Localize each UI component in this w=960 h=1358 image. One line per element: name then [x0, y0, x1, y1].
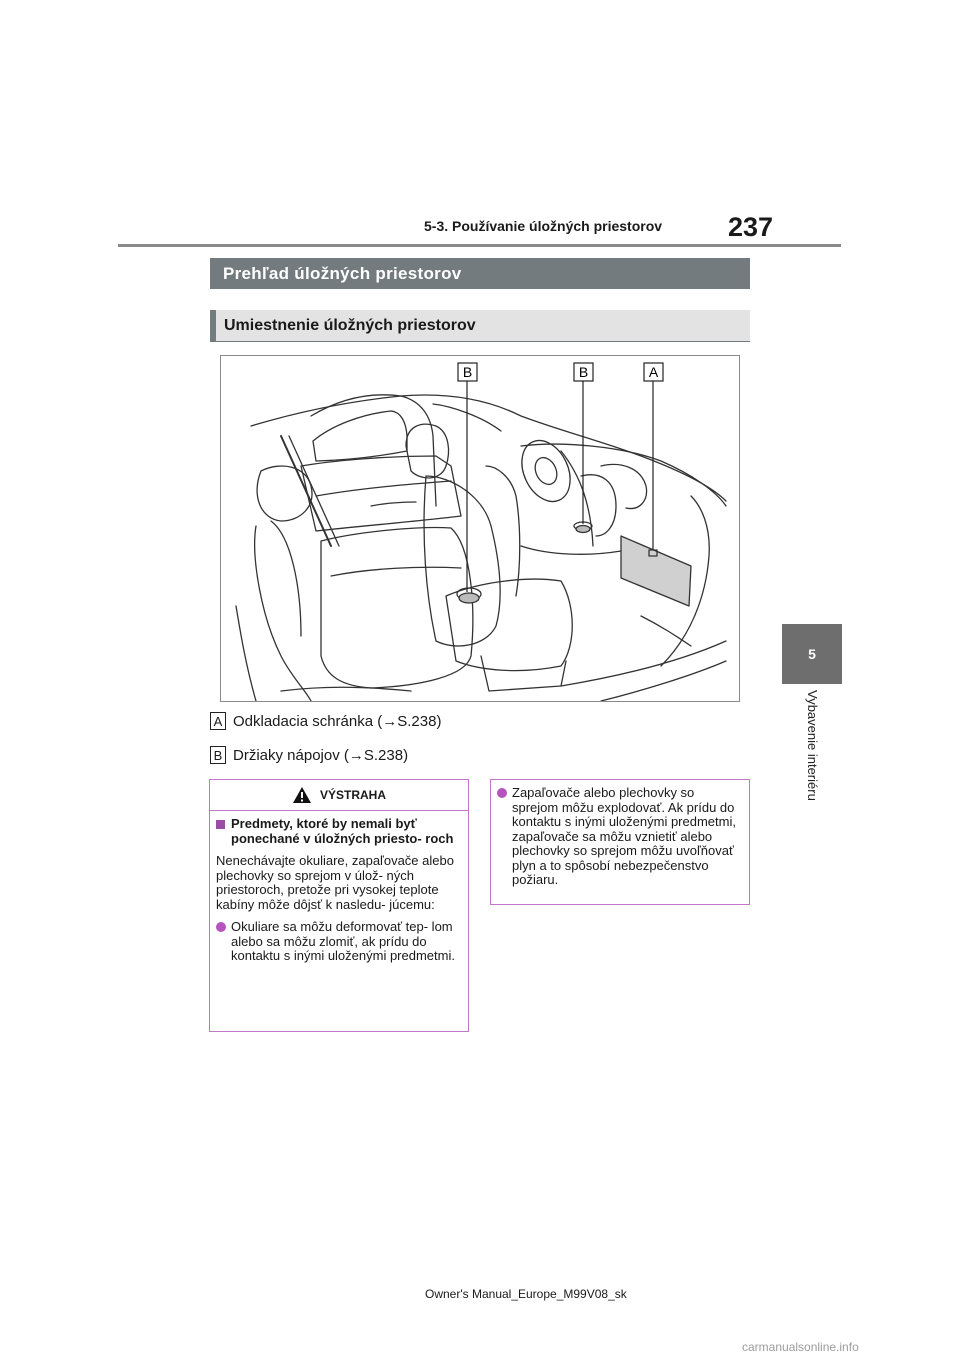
warning-heading	[216, 817, 460, 846]
warning-box	[209, 779, 469, 1032]
chapter-number: 5	[808, 646, 816, 662]
callout-b-left	[458, 363, 477, 381]
footer-manual-id: Owner's Manual_Europe_M99V08_sk	[425, 1287, 627, 1301]
interior-illustration	[220, 355, 740, 702]
warning-bullet	[497, 786, 741, 888]
side-chapter-title: Vybavenie interiéru	[805, 690, 820, 801]
sub-title: Umiestnenie úložných priestorov	[210, 310, 750, 342]
callout-label: B	[578, 364, 589, 380]
main-title: Prehľad úložných priestorov	[210, 258, 750, 289]
callout-a	[644, 363, 663, 381]
warning-bullet-text: Zapaľovače alebo plechovky so sprejom môžu explodovať. Ak prídu do kontaktu s inými uloženými predmetmi, zapaľovače sa môžu vznietiť alebo plechovky so sprejom môžu uvoľňovať plyn a to spôsobí nebezpečenstvo požiaru.	[512, 785, 736, 887]
legend-item-b	[210, 746, 408, 764]
legend-key: A	[210, 712, 226, 730]
callout-b-right	[574, 363, 593, 381]
warning-triangle-icon	[292, 786, 312, 804]
watermark: carmanualsonline.info	[742, 1340, 859, 1354]
section-header: 5-3. Používanie úložných priestorov	[424, 218, 663, 234]
legend-text: Odkladacia schránka (→S.238)	[233, 712, 442, 730]
callout-label: A	[648, 364, 659, 380]
legend-item-a	[210, 712, 441, 730]
header-divider	[118, 244, 841, 247]
warning-intro: Nenechávajte okuliare, zapaľovače alebo plechovky so sprejom v úlož- ných priestoroch, pretože pri vysokej teplote kabíny môže dôjsť k nasledu- júcemu:	[216, 853, 454, 912]
round-bullet-icon	[497, 788, 507, 798]
chapter-tab	[782, 624, 842, 684]
square-bullet-icon	[216, 820, 225, 829]
warning-header	[210, 780, 468, 811]
page-number: 237	[728, 212, 774, 242]
callout-label: B	[462, 364, 473, 380]
round-bullet-icon	[216, 922, 226, 932]
warning-heading-text: Predmety, ktoré by nemali byť ponechané v úložných priesto- roch	[231, 816, 454, 846]
warning-bullet-text: Okuliare sa môžu deformovať tep- lom alebo sa môžu zlomiť, ak prídu do kontaktu s inými uloženými predmetmi.	[231, 919, 455, 963]
legend-text: Držiaky nápojov (→S.238)	[233, 746, 409, 764]
warning-continuation-box	[490, 779, 750, 905]
warning-label: VÝSTRAHA	[319, 788, 386, 802]
legend-key: B	[210, 746, 226, 764]
warning-bullet	[216, 920, 460, 964]
car-interior-drawing	[221, 356, 739, 701]
